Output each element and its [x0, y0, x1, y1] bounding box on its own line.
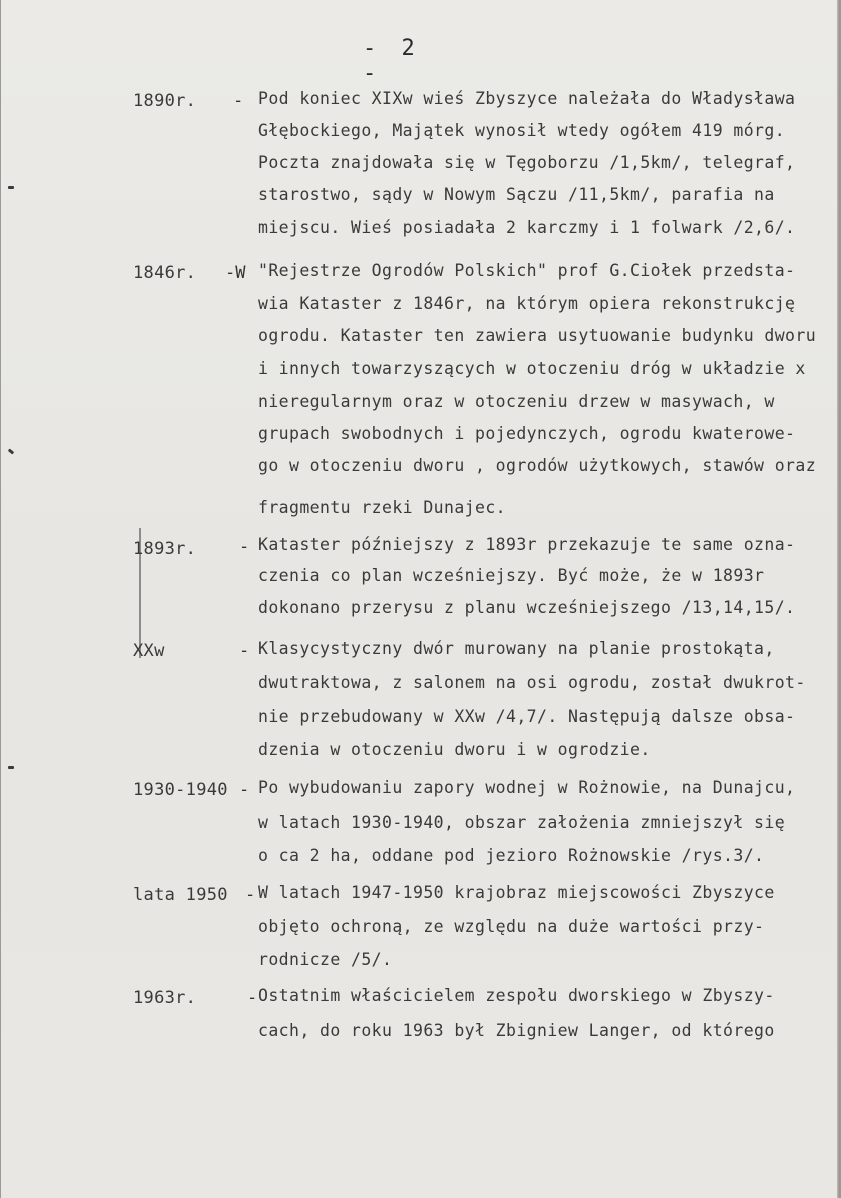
entry-line: Ostatnim właścicielem zespołu dworskiego w Zbyszy-: [258, 986, 775, 1005]
entry-line: cach, do roku 1963 był Zbigniew Langer, od którego: [258, 1021, 775, 1040]
entry-dash: -: [245, 885, 256, 905]
margin-mark: [8, 448, 15, 454]
entry-line: dokonano przerysu z planu wcześniejszego /13,14,15/.: [258, 598, 796, 617]
entry-year: 1930-1940: [133, 780, 228, 800]
entry-line: Głębockiego, Majątek wynosił wtedy ogółem 419 mórg.: [258, 121, 786, 140]
entry-year: 1963r.: [133, 988, 197, 1008]
entry-line: o ca 2 ha, oddane pod jezioro Rożnowskie /rys.3/.: [258, 846, 765, 865]
entry-line: objęto ochroną, ze względu na duże wartości przy-: [258, 917, 765, 936]
entry-dash: -: [247, 988, 258, 1008]
entry-line: nie przebudowany w XXw /4,7/. Następują dalsze obsa-: [258, 707, 796, 726]
entry-line: starostwo, sądy w Nowym Sączu /11,5km/, parafia na: [258, 185, 775, 204]
entry-line: go w otoczeniu dworu , ogrodów użytkowych, stawów oraz: [258, 456, 817, 475]
entry-year: XXw: [133, 641, 165, 661]
entry-line: czenia co plan wcześniejszy. Być może, że w 1893r: [258, 566, 765, 585]
entry-dash: -W: [225, 263, 246, 283]
entry-line: fragmentu rzeki Dunajec.: [258, 498, 507, 517]
margin-mark: [8, 766, 14, 769]
margin-mark: [8, 186, 14, 189]
entry-line: wia Kataster z 1846r, na którym opiera rekonstrukcję: [258, 294, 796, 313]
entry-line: dwutraktowa, z salonem na osi ogrodu, został dwukrot-: [258, 673, 806, 692]
entry-line: w latach 1930-1940, obszar założenia zmniejszył się: [258, 813, 786, 832]
entry-dash: -: [239, 780, 250, 800]
entry-dash: -: [239, 641, 250, 661]
entry-line: Poczta znajdowała się w Tęgoborzu /1,5km/, telegraf,: [258, 153, 796, 172]
entry-line: Klasycystyczny dwór murowany na planie prostokąta,: [258, 639, 775, 658]
entry-line: miejscu. Wieś posiadała 2 karczmy i 1 folwark /2,6/.: [258, 218, 796, 237]
entry-line: Po wybudowaniu zapory wodnej w Rożnowie, na Dunajcu,: [258, 778, 796, 797]
entry-line: nieregularnym oraz w otoczeniu drzew w masywach, w: [258, 392, 775, 411]
entry-line: "Rejestrze Ogrodów Polskich" prof G.Ciołek przedsta-: [258, 261, 796, 280]
entry-year: 1890r.: [133, 91, 197, 111]
page-number: - 2 -: [363, 36, 421, 86]
entry-line: W latach 1947-1950 krajobraz miejscowości Zbyszyce: [258, 883, 775, 902]
entry-year: 1846r.: [133, 263, 197, 283]
entry-line: grupach swobodnych i pojedynczych, ogrodu kwaterowe-: [258, 424, 796, 443]
entry-line: Pod koniec XIXw wieś Zbyszyce należała do Władysława: [258, 89, 796, 108]
entry-line: rodnicze /5/.: [258, 950, 393, 969]
entry-line: Kataster późniejszy z 1893r przekazuje te same ozna-: [258, 535, 796, 554]
entry-year: lata 1950: [133, 885, 228, 905]
entry-dash: -: [233, 91, 244, 111]
entry-dash: -: [239, 537, 250, 557]
entry-line: ogrodu. Kataster ten zawiera usytuowanie budynku dworu: [258, 326, 817, 345]
entry-line: dzenia w otoczeniu dworu i w ogrodzie.: [258, 740, 651, 759]
entry-year: 1893r.: [133, 539, 197, 559]
entry-line: i innych towarzyszących w otoczeniu dróg w układzie x: [258, 359, 806, 378]
